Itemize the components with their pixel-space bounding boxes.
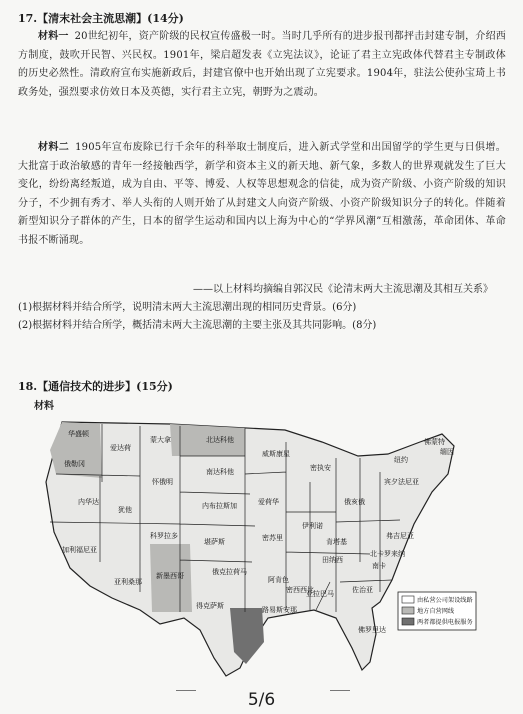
material-2-text: 1905年宣布废除已行千余年的科举取士制度后，进入新式学堂和出国留学的学生更与日俱增。大批富于政治敏感的青年一经接触西学，新学和资本主义的新天地、新气象，多数人的世界观就发生了巨大变化，纷纷离经叛道，成为自由、平等、博爱、人权等思想观念的信徒，成为资产阶级、小资产阶级的知识分子，不少拥有秀才、举人头衔的人则开始了从封建文人向资产阶级、小资产阶级知识分子的转化。伴随着新型知识分子群体的产生，日本的留学生运动和国内以上海为中心的“学界风潮”互相激荡，革命团体、革命书报不断涌现。 (18, 142, 506, 246)
state-label: 爱达荷 (110, 444, 131, 452)
state-label: 新墨西哥 (156, 572, 184, 580)
state-label: 佛罗里达 (358, 626, 386, 634)
map-legend (398, 592, 476, 630)
state-label: 加利福尼亚 (62, 546, 97, 554)
state-label: 俄亥俄 (344, 498, 365, 506)
question-18-heading: 18.【通信技术的进步】(15分) (18, 380, 173, 393)
map-material-label: 材料 (34, 401, 54, 412)
state-label: 俄勒冈 (64, 460, 85, 468)
legend-local: 地方自营网线 (417, 608, 455, 615)
state-label: 亚拉巴马 (306, 590, 334, 598)
state-label: 密执安 (310, 464, 331, 472)
legend-swatch-private (402, 596, 414, 603)
state-label: 爱荷华 (258, 498, 279, 506)
legend-swatch-local (402, 607, 414, 614)
state-label: 蒙大拿 (150, 436, 171, 444)
legend-swatch-both (402, 618, 414, 625)
state-label: 科罗拉多 (150, 532, 178, 540)
state-label: 内布拉斯加 (202, 502, 237, 510)
state-label: 佐治亚 (352, 586, 373, 594)
state-label: 俄克拉荷马 (212, 568, 247, 576)
state-label: 缅因 (440, 448, 454, 456)
state-label: 华盛顿 (68, 430, 89, 438)
question-17-heading: 17.【清末社会主流思潮】(14分) (18, 12, 184, 25)
state-label: 南卡 (372, 562, 386, 570)
state-label: 佛蒙特 (424, 438, 445, 446)
material-1 (18, 28, 506, 102)
state-label: 密西西比 (286, 586, 314, 594)
state-label: 得克萨斯 (196, 602, 224, 610)
material-1-lead: 材料一 (38, 31, 69, 42)
material-source: ——以上材料均摘编自郭汉民《论清末两大主流思潮及其相互关系》 (193, 284, 493, 295)
state-label: 亚利桑那 (114, 578, 142, 586)
state-label: 堪萨斯 (204, 538, 225, 546)
state-label: 宾夕法尼亚 (384, 478, 419, 486)
state-label: 密苏里 (262, 534, 283, 542)
state-label: 弗吉尼亚 (386, 532, 414, 540)
sub-question-1: (1)根据材料并结合所学，说明清末两大主流思潮出现的相同历史背景。(6分) (18, 302, 357, 313)
sub-question-2: (2)根据材料并结合所学，概括清末两大主流思潮的主要主张及其共同影响。(8分) (18, 320, 377, 331)
state-label: 伊利诺 (302, 522, 323, 530)
legend-private: 由私营公司架设线路 (417, 597, 473, 604)
state-label: 北卡罗来纳 (370, 550, 405, 558)
state-label: 路易斯安那 (262, 606, 297, 614)
state-label: 阿肯色 (268, 576, 289, 584)
state-label: 纽约 (394, 456, 408, 464)
page-number: 5/6 (247, 690, 276, 710)
state-label: 怀俄明 (152, 478, 173, 486)
state-label: 田纳西 (322, 556, 343, 564)
material-2 (18, 139, 506, 251)
state-label: 南达科他 (206, 468, 234, 476)
state-label: 威斯康星 (262, 450, 290, 458)
material-1-text: 20世纪初年，资产阶级的民权宣传盛极一时。当时几乎所有的进步报刊都抨击封建专制，介绍西方制度，鼓吹开民智、兴民权。1901年，梁启超发表《立宪法议》，论证了君主立宪政体代替君主专制政体的历史必然性。清政府宣布实施新政后，封建官僚中也开始出现了立宪要求。1904年，驻法公使孙宝琦上书政务处，强烈要求仿效日本及英德，实行君主立宪，朝野为之震动。 (18, 31, 506, 98)
map-svg (40, 412, 478, 684)
material-2-lead: 材料二 (38, 142, 70, 153)
legend-both: 两者都提供电报服务 (417, 619, 473, 626)
state-label: 内华达 (78, 498, 99, 506)
state-label: 犹他 (118, 506, 132, 514)
state-label: 北达科他 (206, 436, 234, 444)
usa-telegraph-map (40, 412, 478, 684)
state-label: 肯塔基 (326, 538, 347, 546)
